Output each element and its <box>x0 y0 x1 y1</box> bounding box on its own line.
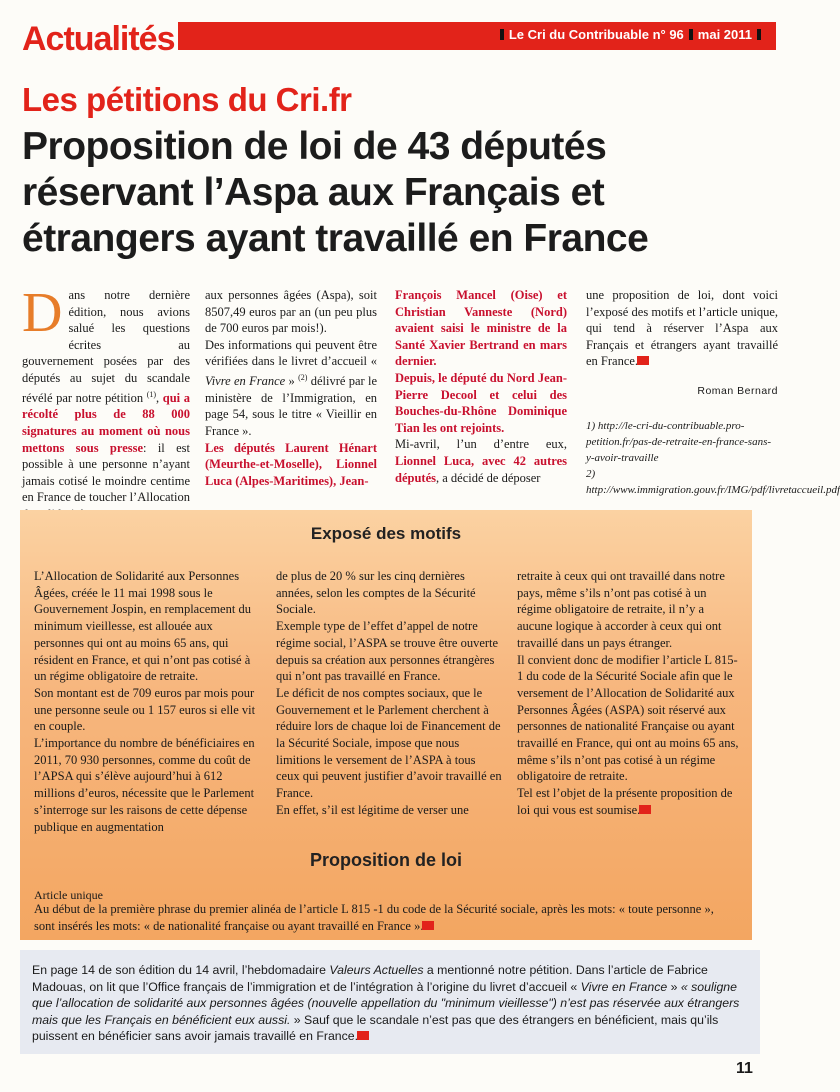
motifs-paragraph: Le déficit de nos comptes sociaux, que le Gouvernement et le Parlement cherchent à réduire lors de chaque loi de Financement de la Sécurité Sociale, impose que nous limitions le versement de l’ASPA à tous ceux qui peuvent justifier d’avoir travaillé en France. <box>276 685 502 801</box>
drop-cap: D <box>22 282 63 344</box>
motifs-paragraph <box>517 785 741 818</box>
magazine-name: Valeurs Actuelles <box>329 963 424 977</box>
banner-separator <box>689 29 693 40</box>
issue-date: mai 2011 <box>697 27 752 42</box>
motifs-title: Exposé des motifs <box>310 524 462 543</box>
article-column-3 <box>395 287 567 486</box>
article-unique-text <box>34 901 734 934</box>
article-column-4 <box>586 287 778 370</box>
highlight-text: qui a récolté plus de 88 000 signatures au moment où nous mettons sous presse <box>22 390 190 455</box>
press-note-box <box>20 950 760 1054</box>
section-title: Actualités <box>22 20 175 58</box>
motifs-paragraph: Son montant est de 709 euros par mois pour une personne seule ou 1 157 euros si elle vit en couple. <box>34 685 256 734</box>
article-text: : il est possible à une personne n’ayant jamais cotisé le moindre centime en France de toucher l’Allocation <box>22 440 190 505</box>
footnote-ref: (1) <box>146 389 157 399</box>
highlight-paragraph: François Mancel (Oise) et Christian Vanneste (Nord) avaient saisi le ministre de la Santé Xavier Bertrand en mars dernier. <box>395 288 567 369</box>
article-text: ans notre dernière édition, nous avions salué les questions écrites au gouvernement posées par des députés au sujet du scandale révélé par notre pétition <box>22 288 190 405</box>
footnote: 2) http://www.immigration.gouv.fr/IMG/pdf/livretaccueil.pdf <box>586 468 840 496</box>
motifs-paragraph: L’Allocation de Solidarité aux Personnes Âgées, créée le 11 mai 1998 sous le Gouvernement Jospin, en remplacement du minimum vieillesse, est allouée aux personnes qui ont au moins 65 ans, qui résident en France, et qui n’ont pas cotisé à un régime obligatoire de retraite. <box>34 569 251 684</box>
motifs-paragraph: de plus de 20 % sur les cinq dernières années, selon les comptes de la Sécurité Sociale. <box>276 569 476 617</box>
kicker: Les pétitions du Cri.fr <box>22 81 352 118</box>
article-paragraph <box>395 436 567 486</box>
press-text: » Sauf que le scandale n’est pas que des étrangers en bénéficient, mais qu’ils puissent en bénéficier sans avoir jamais travaillé en France. <box>32 1012 719 1043</box>
motifs-box <box>20 510 752 940</box>
motifs-paragraph: En effet, s’il est légitime de verser une <box>276 802 469 817</box>
highlight-text: Lionnel Luca, avec 42 autres députés <box>395 453 567 485</box>
press-quote: « souligne que l’allocation de solidarité aux personnes âgées (nouvelle appellation du "minimum vieillesse") n’est pas réservée aux étrangers mais que les Français en bénéficient eux aussi. <box>32 979 740 1027</box>
motifs-paragraph: retraite à ceux qui ont travaillé dans notre pays, même s’ils n’ont pas cotisé à un régime obligatoire de retraite, il n’y a aucune logique à accorder à ceux qui ont travaillé dans un pays étranger. <box>517 569 725 650</box>
author-byline: Roman Bernard <box>697 385 778 397</box>
footnotes <box>586 418 840 498</box>
publication-name: Le Cri du Contribuable n° 96 <box>508 27 684 42</box>
article-text: , a décidé de déposer <box>435 470 541 485</box>
press-note-text <box>32 962 748 1045</box>
press-text: » <box>667 979 681 994</box>
header-banner <box>178 22 776 50</box>
motifs-text: Tel est l’objet de la présente proposition de loi qui vous est soumise. <box>517 786 733 817</box>
highlight-paragraph: Les députés Laurent Hénart (Meurthe-et-Moselle), Lionnel Luca (Alpes-Maritimes), Jean- <box>205 440 377 488</box>
article-text: délivré par le ministère de l’Immigration, en page 54, sous le titre « Vieillir en France ». <box>205 374 378 438</box>
article-paragraph <box>205 337 377 440</box>
article-text: » <box>285 374 299 389</box>
end-mark-icon <box>362 1031 369 1040</box>
banner-text <box>495 27 766 42</box>
motifs-column-2 <box>276 568 502 819</box>
article-text: , <box>156 390 163 405</box>
proposition-title: Proposition de loi <box>310 850 462 870</box>
motifs-column-1 <box>34 568 260 835</box>
article-text: Des informations qui peuvent être vérifiées dans le livret d’accueil « <box>205 337 377 369</box>
footnote: 1) http://le-cri-du-contribuable.pro-petition.fr/pas-de-retraite-en-france-sans-y-avoir-travaille <box>586 420 772 464</box>
article-label: Article unique <box>34 888 103 902</box>
end-mark-icon <box>642 356 649 365</box>
motifs-column-3 <box>517 568 741 819</box>
headline: Proposition de loi de 43 députés réservant l’Aspa aux Français et étrangers ayant travaillé en France <box>22 125 649 260</box>
article-paragraph: aux personnes âgées (Aspa), soit 8507,49 euros par an (un peu plus de 700 euros par mois!). <box>205 288 377 336</box>
motifs-paragraph: L’importance du nombre de bénéficiaires en 2011, 70 930 personnes, comme du coût de l’APSA qui s’élève aujourd’hui à 612 millions d’euros, nécessite que le Parlement s’interroge sur les raisons de cette dépense publique en augmentation <box>34 736 255 834</box>
motifs-paragraph: Exemple type de l’effet d’appel de notre régime social, l’ASPA se trouve être ouverte depuis sa création aux personnes étrangères qui n’ont pas travaillé en France. <box>276 619 499 684</box>
press-text: En page 14 de son édition du 14 avril, l’hebdomadaire <box>32 963 330 977</box>
article-column-2 <box>205 287 377 489</box>
book-title: Vivre en France <box>205 374 286 389</box>
banner-separator <box>757 29 761 40</box>
footnote-ref: (2) <box>298 372 308 382</box>
article-text: une proposition de loi, dont voici l’exposé des motifs et l’article unique, qui tend à réserver l’Aspa aux Français et étrangers ayant travaillé en France. <box>586 288 778 369</box>
highlight-paragraph: Depuis, le député du Nord Jean-Pierre Decool et celui des Bouches-du-Rhône Dominique Tian les ont rejoints. <box>395 370 567 435</box>
press-text: a mentionné notre pétition. Dans l’article de Fabrice Madouas, on lit que l’Office français de l’immigration et de l’intégration à l’origine du livret d’accueil « <box>32 963 708 994</box>
banner-separator <box>500 29 504 40</box>
proposition-text: Au début de la première phrase du premier alinéa de l’article L 815 -1 du code de la Sécurité sociale, après les mots: « toute personne », sont insérés les mots: « de nationalité française ou ayant travaillé en France ». <box>34 902 714 933</box>
book-title: Vivre en France <box>580 979 668 994</box>
end-mark-icon <box>644 805 651 814</box>
article-text: Mi-avril, l’un d’entre eux, <box>395 437 567 452</box>
article-column-1 <box>22 282 190 522</box>
page-number: 11 <box>736 1060 753 1077</box>
end-mark-icon <box>427 921 434 930</box>
motifs-paragraph: Il convient donc de modifier l’article L 815- 1 du code de la Sécurité Sociale afin que le versement de l’Allocation de Solidarité aux Personnes Âgées (ASPA) soit réservé aux personnes de nationalité Française ou ayant travaillé en France, qui ont au moins 65 ans, même s’ils n’ont pas cotisé à un régime obligatoire de retraite. <box>517 652 739 784</box>
